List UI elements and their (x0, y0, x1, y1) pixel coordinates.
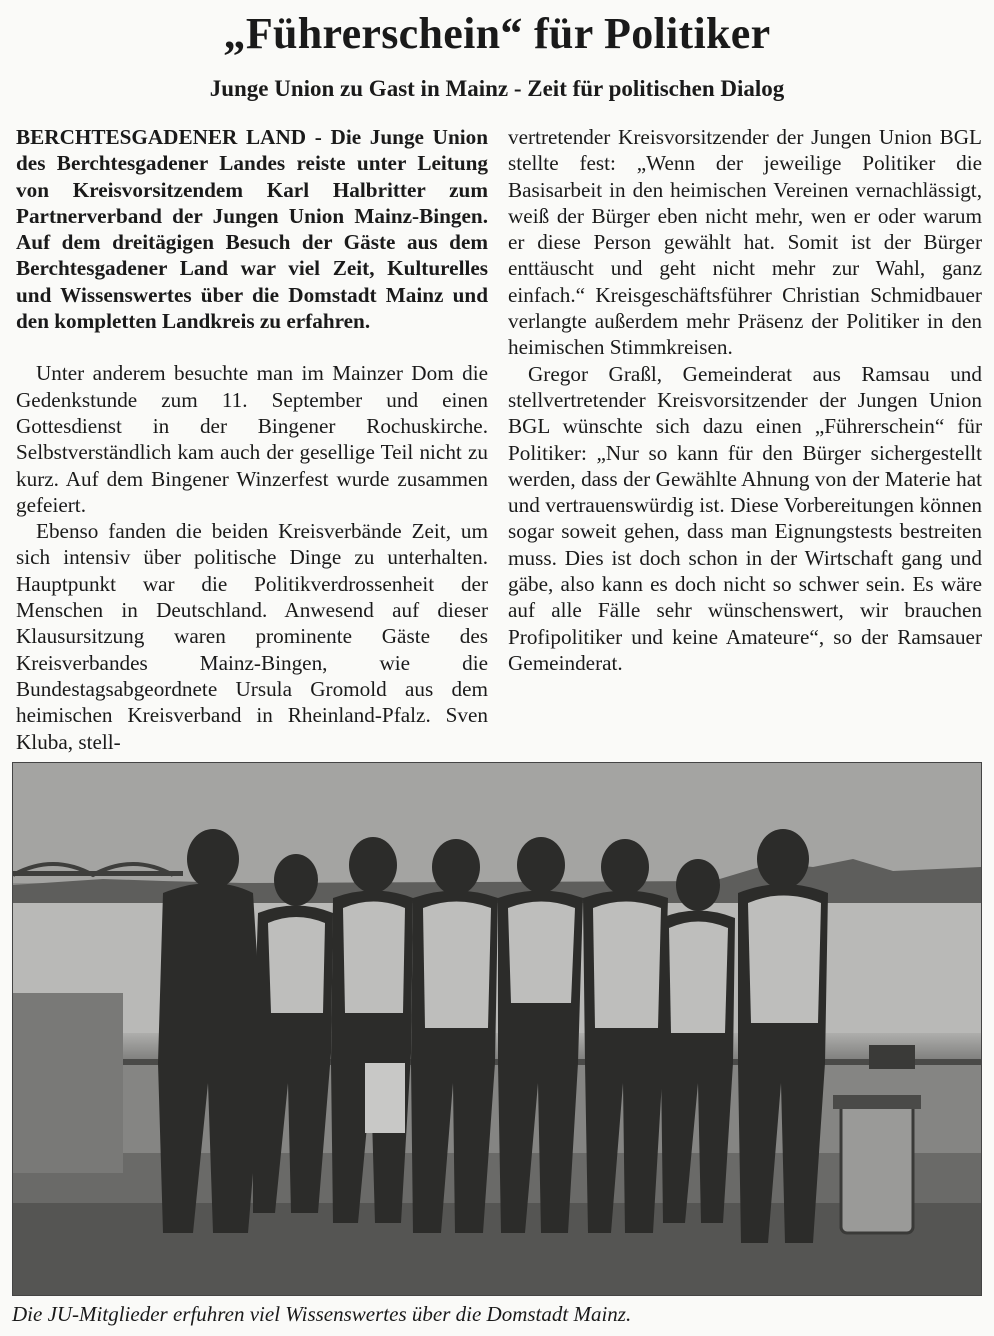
group-photo-illustration (13, 763, 981, 1295)
text-column-right (508, 124, 982, 676)
text-column-left (16, 124, 488, 755)
body-paragraph: vertretender Kreisvorsitzender der Jungen Union BGL stellte fest: „Wenn der jeweilige Politiker die Basisarbeit in den heimischen Vereinen vernachlässigt, weiß der Bürger eben nicht mehr, wen er oder warum er diese Person gewählt hat. Somit ist der Bürger enttäuscht und geht nicht mehr zur Wahl, ganz einfach.“ Kreisgeschäftsführer Christian Schmidbauer verlangte außerdem mehr Präsenz der Politiker in den heimischen Stimmkreisen. (508, 125, 982, 360)
lead-paragraph: BERCHTESGADENER LAND - Die Junge Union des Berchtesgadener Landes reiste unter Leitung von Kreisvorsitzendem Karl Halbritter zum Partnerverband der Jungen Union Mainz-Bingen. Auf dem dreitägigen Besuch der Gäste aus dem Berchtesgadener Land war viel Zeit, Kulturelles und Wissenswertes über die Domstadt Mainz und den kompletten Landkreis zu erfahren. (16, 125, 488, 334)
article-headline: „Führerschein“ für Politiker (223, 9, 771, 58)
body-paragraph: Ebenso fanden die beiden Kreisverbände Zeit, um sich intensiv über politische Dinge zu unterhalten. Hauptpunkt war die Politikverdrossenheit der Menschen in Deutschland. Anwesend auf dieser Klausursitzung waren prominente Gäste des Kreisverbandes Mainz-Bingen, wie die Bundestagsabgeordnete Ursula Gromold aus dem heimischen Kreisverband in Rheinland-Pfalz. Sven Kluba, stell- (16, 519, 488, 754)
body-paragraph: Gregor Graßl, Gemeinderat aus Ramsau und stellvertretender Kreisvorsitzender der Jungen Union BGL wünschte sich dazu einen „Führerschein“ für Politiker: „Nur so kann für den Bürger sichergestellt werden, dass der Gewählte Ahnung von der Materie hat und vertrauenswürdig ist. Diese Vorbereitungen können sogar soweit gehen, dass man Eignungstests bestreiten muss. Dies ist doch schon in der Wirtschaft gang und gäbe, also kann es doch nicht so schwer sein. Es wäre auf alle Fälle sehr wünschenswert, wir brauchen Profipolitiker und keine Amateure“, so der Ramsauer Gemeinderat. (508, 361, 982, 675)
photo-caption: Die JU-Mitglieder erfuhren viel Wissenswertes über die Domstadt Mainz. (12, 1302, 632, 1326)
body-paragraph: Unter anderem besuchte man im Mainzer Dom die Gedenkstunde zum 11. September und einen Gottesdienst in der Bingener Rochuskirche. Selbstverständlich kam auch der gesellige Teil nicht zu kurz. Auf dem Bingener Winzerfest wurde zusammen gefeiert. (16, 361, 488, 517)
group-photo (12, 762, 982, 1296)
article-subheadline: Junge Union zu Gast in Mainz - Zeit für politischen Dialog (209, 76, 785, 101)
